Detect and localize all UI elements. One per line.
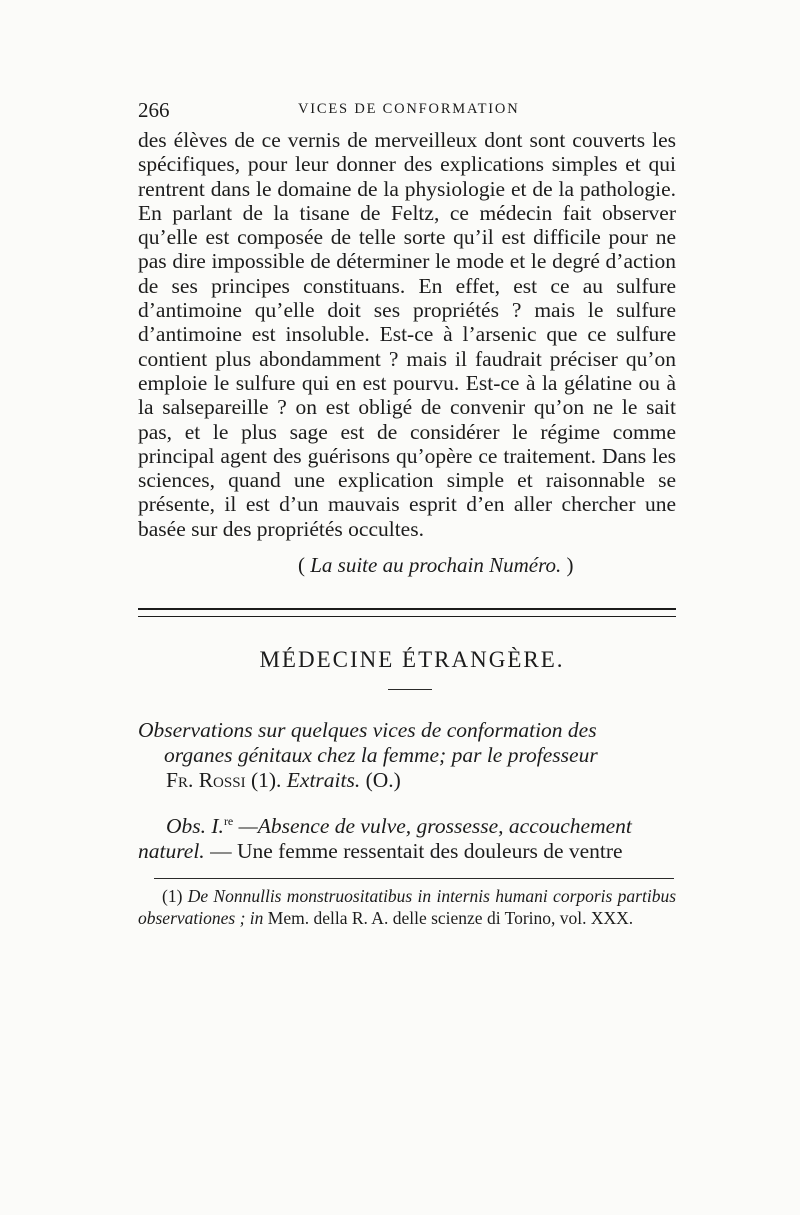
page-number: 266	[138, 98, 170, 122]
running-title: VICES DE CONFORMATION	[298, 101, 520, 117]
observation-title-end: naturel.	[138, 839, 205, 864]
observation-label: Obs. I.	[166, 814, 224, 839]
footnote-marker: (1)	[162, 886, 188, 907]
article-heading	[138, 718, 676, 793]
footnote-journal: Mem. della R. A. delle scienze di Torino, vol. XXX.	[263, 908, 634, 929]
continued-paragraph: des élèves de ce vernis de merveilleux dont sont couverts les spécifiques, pour leur donner des explications simples et qui rentrent dans le domaine de la physiologie et de la pathologie. En parlant de la tisane de Feltz, ce médecin fait observer qu’elle est composée de telle sorte qu’il est difficile pour ne pas dire impossible de déterminer le mode et le degré d’action de ses principes constituans. En effet, est ce au sulfure d’antimoine qu’elle doit ses propriétés ? mais le sulfure d’antimoine est insoluble. Est-ce à l’arsenic que ce sulfure contient plus abondamment ? mais il faudrait préciser qu’on emploie le sulfure qui en est pourvu. Est-ce à la gélatine ou à la salsepareille ? on est obligé de convenir qu’on ne le sait pas, et le plus sage est de considérer le régime comme principal agent des guérisons qu’opère ce traitement. Dans les sciences, quand une explication simple et raisonnable se présente, il est d’un mauvais esprit d’en aller chercher une basée sur des propriétés occultes.	[138, 128, 676, 541]
article-title-line-2: organes génitaux chez la femme; par le professeur	[164, 743, 598, 768]
observation-1-line-1	[138, 809, 676, 839]
footnote-ref: (1).	[245, 768, 287, 793]
continuation-text: La suite au prochain Numéro.	[310, 553, 562, 578]
observation-title: —Absence de vulve, grossesse, accouchement	[233, 814, 632, 839]
observation-label-sup: re	[223, 814, 234, 829]
author-name: Fr. Rossi	[166, 768, 246, 793]
short-divider	[388, 689, 432, 690]
paren-close: )	[561, 553, 574, 578]
footnote-divider	[154, 878, 674, 879]
section-title: MÉDECINE ÉTRANGÈRE.	[259, 647, 565, 673]
section-divider	[138, 608, 676, 617]
observation-text: — Une femme ressentait des douleurs de ventre	[204, 839, 623, 864]
continuation-note	[138, 553, 676, 578]
footnote-citation: De Nonnullis monstruositatibus in internis humani corporis partibus observationes ; in	[138, 886, 677, 929]
article-author-line	[138, 768, 676, 793]
paren-open: (	[298, 553, 311, 578]
observation-1	[138, 809, 676, 864]
footnote-body	[138, 885, 676, 929]
footnote	[138, 885, 676, 929]
extraits-label: Extraits.	[286, 768, 361, 793]
book-page	[138, 98, 676, 929]
article-title-line-1: Observations sur quelques vices de conformation des	[138, 718, 597, 743]
observation-1-line-2	[138, 839, 676, 864]
translator-signature: (O.)	[360, 768, 401, 793]
running-header	[138, 98, 676, 122]
